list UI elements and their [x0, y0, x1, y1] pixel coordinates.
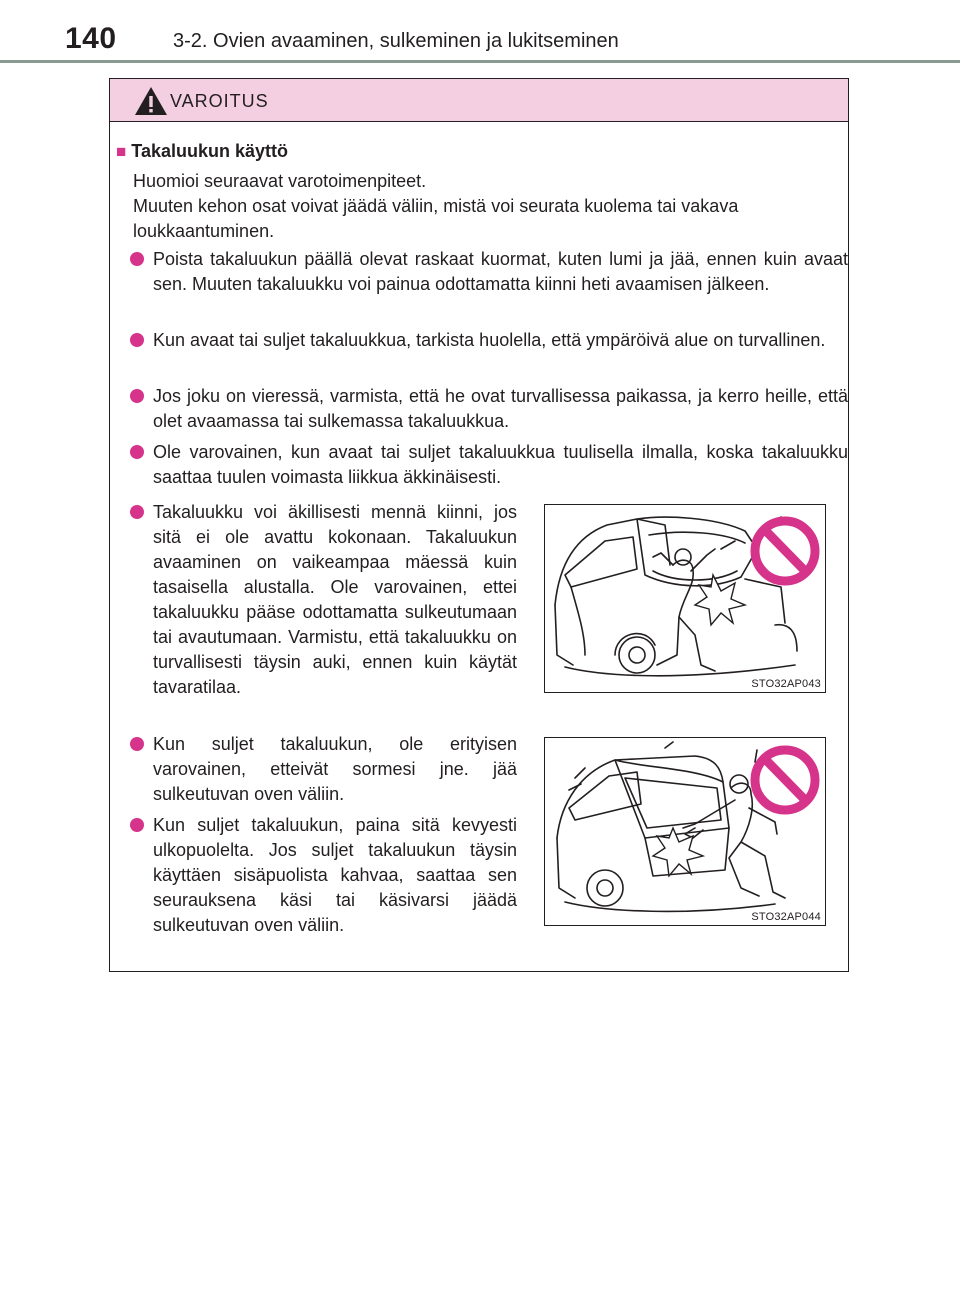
page-number: 140 — [65, 22, 117, 55]
bullet-dot-icon — [130, 505, 144, 519]
intro-line-2: Muuten kehon osat voivat jäädä väliin, mistä voi seurata kuolema tai vakava loukkaantuminen. — [133, 196, 739, 241]
page-header — [0, 0, 960, 62]
car-tailgate-fingers-illustration — [545, 738, 825, 925]
list-item-text: Jos joku on vieressä, varmista, että he ovat turvallisessa paikassa, ja kerro heille, että olet avaamassa tai sulkemassa takaluukkua. — [153, 386, 848, 431]
section-heading — [116, 141, 288, 162]
bullet-dot-icon — [130, 818, 144, 832]
list-item-text: Kun suljet takaluukun, ole erityisen varovainen, etteivät sormesi jne. jää sulkeutuvan oven väliin. — [153, 734, 517, 804]
list-item-text: Takaluukku voi äkillisesti mennä kiinni, jos sitä ei ole avattu kokonaan. Takaluukun avaaminen on vaikeampaa mäessä kuin tasaisella alustalla. Ole varovainen, ettei takaluukku pääse odottamatta sulkeutumaan tai avautumaan. Varmistu, että takaluukku on turvallisesti täysin auki, ennen kuin käytät tavaratilaa. — [153, 502, 517, 697]
list-item-text: Kun avaat tai suljet takaluukkua, tarkista huolella, että ympäröivä alue on turvallinen. — [153, 330, 826, 350]
bullet-dot-icon — [130, 252, 144, 266]
intro-line-1: Huomioi seuraavat varotoimenpiteet. — [133, 171, 427, 191]
list-item-text: Ole varovainen, kun avaat tai suljet takaluukkua tuulisella ilmalla, koska takaluukku saattaa tuulen voimasta liikkua äkkinäisesti. — [153, 442, 848, 487]
warning-label: VAROITUS — [170, 91, 269, 111]
warning-triangle-icon — [133, 85, 169, 117]
section-title: 3-2. Ovien avaaminen, sulkeminen ja lukitseminen — [173, 30, 619, 52]
list-item-text: Kun suljet takaluukun, paina sitä kevyesti ulkopuolelta. Jos suljet takaluukun täysin käyttäen sisäpuolista kahvaa, saattaa sen seurauksena käsi tai käsivarsi jäädä sulkeutuvan oven väliin. — [153, 815, 517, 935]
bullet-dot-icon — [130, 389, 144, 403]
warning-header — [110, 79, 848, 122]
section-heading-text: Takaluukun käyttö — [131, 141, 288, 161]
intro-text — [133, 169, 853, 244]
image-code: STO32AP043 — [751, 678, 821, 690]
car-tailgate-illustration — [545, 505, 825, 692]
warning-box — [109, 78, 849, 972]
bullet-dot-icon — [130, 445, 144, 459]
bullet-dot-icon — [130, 737, 144, 751]
list-item-text: Poista takaluukun päällä olevat raskaat kuormat, kuten lumi ja jää, ennen kuin avaat sen. Muuten takaluukku voi painua odottamatta kiinni heti avaamisen jälkeen. — [153, 249, 848, 294]
illustration-tailgate-fingers — [544, 737, 826, 926]
bullet-dot-icon — [130, 333, 144, 347]
illustration-tailgate-closing — [544, 504, 826, 693]
square-bullet-icon: ■ — [116, 142, 127, 161]
image-code: STO32AP044 — [751, 911, 821, 923]
header-rule — [0, 60, 960, 63]
